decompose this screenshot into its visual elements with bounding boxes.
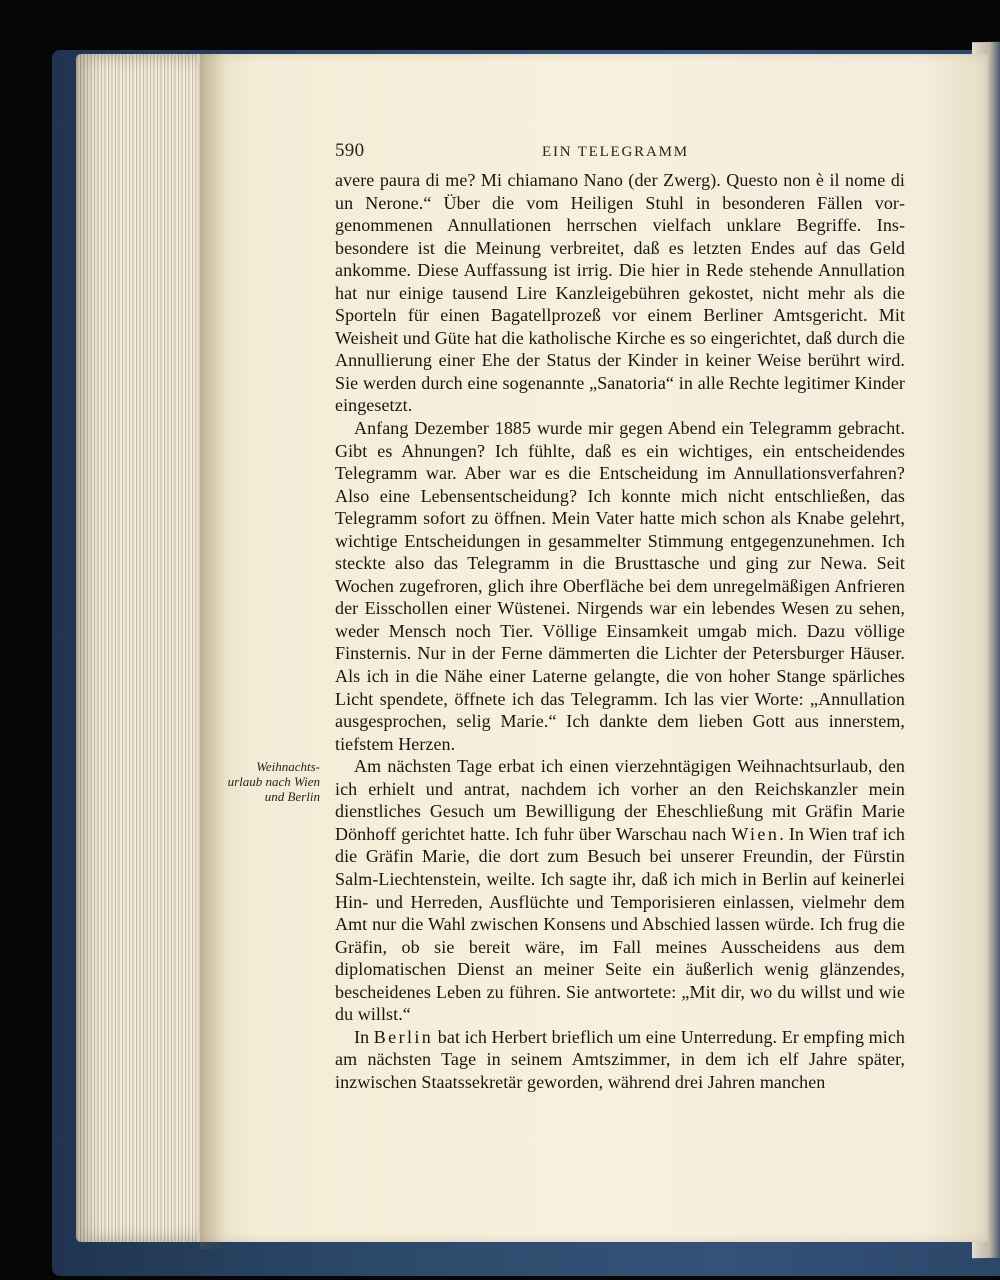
book-page [198,54,988,1242]
paragraph-4 [335,1026,905,1094]
binding-shadow [200,54,226,1249]
main-text [335,169,905,1093]
page-header [335,140,903,165]
paragraph-3 [335,755,905,1026]
paragraph-1: avere paura di me? Mi chiamano Nano (der Zwerg). Questo non è il nome di un Nerone.“ Über die vom Heiligen Stuhl in besonderen Fällen vorgenommenen Annullationen herrschen vielfach unklare Begriffe. Insbesondere ist die Meinung verbreitet, daß es letzten Endes auf das Geld ankomme. Diese Auffassung ist irrig. Die hier in Rede stehende Annullation hat nur einige tausend Lire Kanzleigebühren gekostet, nicht mehr als die Sporteln für einen Bagatellprozeß vor einem Berliner Amtsgericht. Mit Weisheit und Güte hat die katholische Kirche es so eingerichtet, daß durch die Annullierung einer Ehe der Status der Kinder in keiner Weise berührt wird. Sie werden durch eine sogenannte „Sanatoria“ in alle Rechte legitimer Kinder eingesetzt. [335,170,905,416]
paragraph-2: Anfang Dezember 1885 wurde mir gegen Abend ein Telegramm gebracht. Gibt es Ahnungen? Ich fühlte, daß es ein wichtiges, ein entscheidendes Telegramm war. Aber war es die Entscheidung im Annullationsverfahren? Also eine Lebensentscheidung? Ich konnte mich nicht entschließen, das Telegramm sofort zu öffnen. Mein Vater hatte mich schon als Knabe gelehrt, wichtige Entscheidungen in gesammelter Stimmung entgegenzunehmen. Ich steckte also das Telegramm in die Brusttasche und ging zur Newa. Seit Wochen zugefroren, glich ihre Oberfläche bei dem unregelmäßigen Anfrieren der Eisschollen einer Wüstenei. Nirgends war ein lebendes Wesen zu sehen, weder Mensch noch Tier. Völlige Einsamkeit umgab mich. Dazu völlige Finsternis. Nur in der Ferne dämmerten die Lichter der Petersburger Häuser. Als ich in die Nähe einer Laterne gelangte, die von hoher Stange spärliches Licht spendete, öffnete ich das Telegramm. Ich las vier Worte: „Annullation ausgesprochen, selig Marie.“ Ich dankte dem lieben Gott aus innerstem, tiefstem Herzen. [335,418,905,754]
margin-note: Weihnachts- urlaub nach Wien und Berlin [227,759,320,804]
running-title: EIN TELEGRAMM [542,144,689,160]
left-page-stack [76,54,208,1242]
paragraph-3-after: . In Wien traf ich die Gräfin Marie, die dort zum Besuch bei unserer Freundin, der Fürstin Salm-Liechtenstein, weilte. Ich sagte ihr, daß ich mich in Berlin auf keinerlei Hin- und Herreden, Ausflüchte und Temporisieren einlassen, vielmehr dem Amt nur die Wahl zwischen Konsens und Abschied lassen würde. Ich frug die Gräfin, ob sie bereit wäre, im Fall meines Ausscheidens aus dem diplomatischen Dienst an meiner Seite ein äußerlich wenig glänzendes, bescheidenes Leben zu führen. Sie antwortete: „Mit dir, wo du willst und wie du willst.“ [335,823,905,1025]
spaced-place-wien: Wien [731,823,780,844]
spaced-place-berlin: Berlin [373,1026,434,1047]
paragraph-3-before: Am nächsten Tage erbat ich einen vierzehntägigen Weihnachtsurlaub, den ich erhielt und antrat, nachdem ich vorher an den Reichskanzler mein dienstliches Gesuch um Bewilligung der Eheschließung mit Gräfin Marie Dönhoff gerichtet hatte. Ich fuhr über Warschau nach [335,756,905,844]
paragraph-4-after: bat ich Herbert brieflich um eine Unterredung. Er empfing mich am nächsten Tage in seinem Amtszimmer, in dem ich elf Jahre später, inzwischen Staatssekretär geworden, während drei Jahren manchen [335,1026,905,1092]
page-number: 590 [335,140,365,161]
paragraph-4-before: In [354,1026,374,1047]
